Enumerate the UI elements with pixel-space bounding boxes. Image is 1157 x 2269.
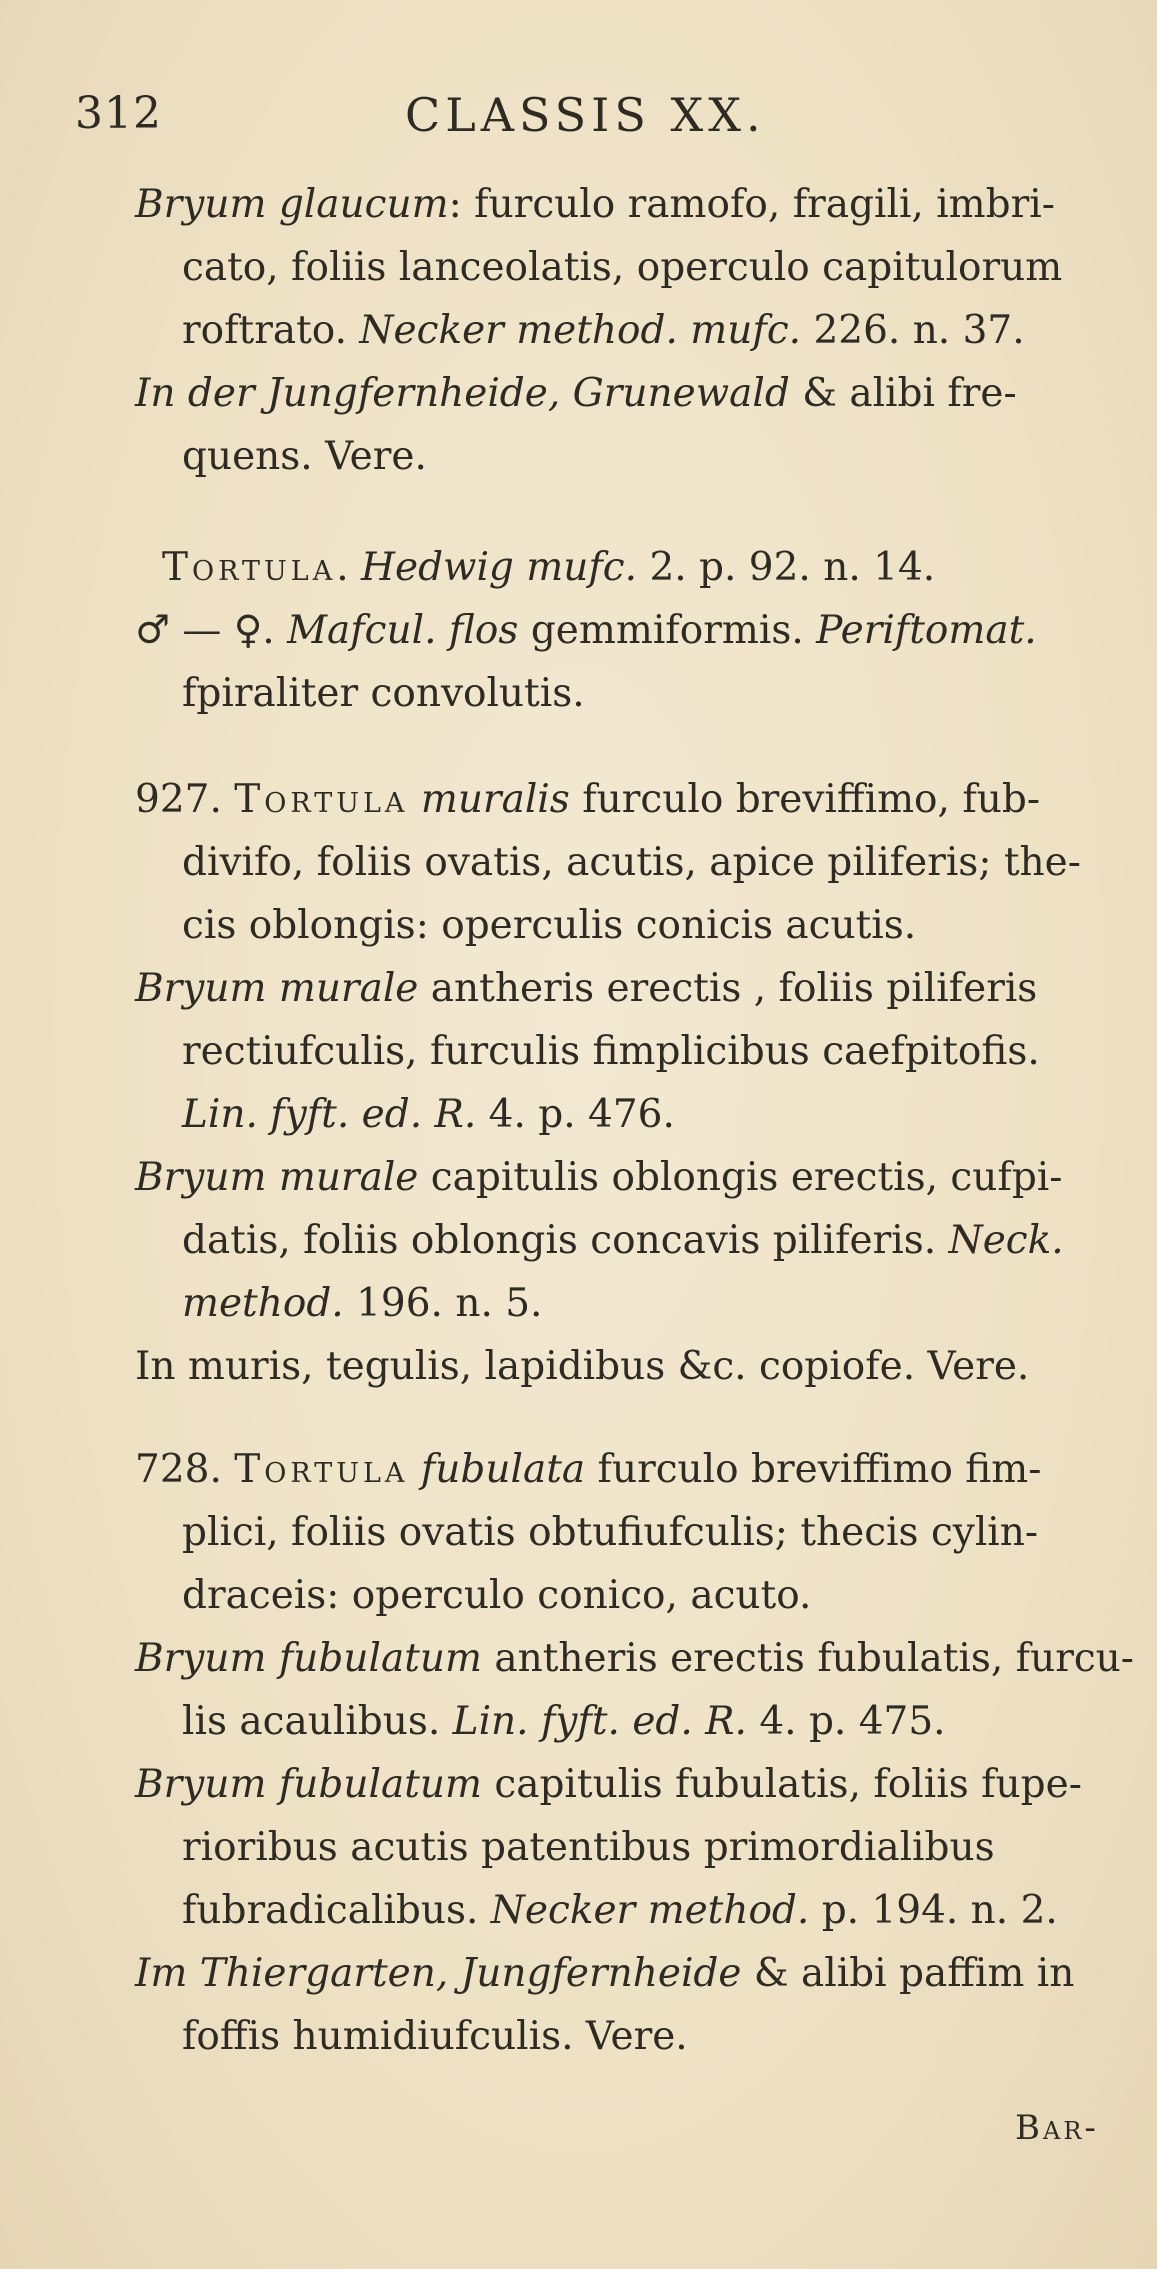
text-line: Im Thiergarten, Jungfernheide & alibi paffim in bbox=[135, 1951, 1075, 1996]
text-line: Bryum fubulatum capitulis fubulatis, foliis fupe- bbox=[135, 1762, 1082, 1807]
reference: Neck. bbox=[948, 1218, 1064, 1263]
reference: Lin. fyft. ed. R. bbox=[452, 1699, 747, 1744]
text-line: rioribus acutis patentibus primordialibus bbox=[182, 1825, 995, 1870]
locality: Im Thiergarten, Jungfernheide bbox=[135, 1951, 742, 1996]
text-line: Bryum fubulatum antheris erectis fubulatis, furcu- bbox=[135, 1636, 1134, 1681]
entry-number: 927. bbox=[135, 777, 235, 822]
text-line: fubradicalibus. Necker method. p. 194. n. 2. bbox=[182, 1888, 1058, 1933]
text-line: lis acaulibus. Lin. fyft. ed. R. 4. p. 475. bbox=[182, 1699, 946, 1744]
running-title: CLASSIS XX. bbox=[405, 88, 766, 142]
text-line: cato, foliis lanceolatis, operculo capitulorum bbox=[182, 245, 1063, 290]
text-line: In der Jungfernheide, Grunewald & alibi fre- bbox=[135, 371, 1017, 416]
entry-number: 728. bbox=[135, 1447, 235, 1492]
page-number: 312 bbox=[75, 88, 162, 139]
text-line: datis, foliis oblongis concavis piliferis. Neck. bbox=[182, 1218, 1064, 1263]
locality: In der Jungfernheide, Grunewald bbox=[135, 371, 790, 416]
synonym: Bryum fubulatum bbox=[135, 1762, 482, 1807]
text-line: Tortula. Hedwig mufc. 2. p. 92. n. 14. bbox=[162, 545, 936, 590]
text-line: Lin. fyft. ed. R. 4. p. 476. bbox=[182, 1092, 675, 1137]
reference: Necker method. mufc. bbox=[359, 308, 802, 353]
text-line: fpiraliter convolutis. bbox=[182, 671, 585, 716]
synonym: Bryum murale bbox=[135, 1155, 419, 1200]
synonym: Bryum murale bbox=[135, 966, 419, 1011]
page-header bbox=[0, 88, 1157, 148]
reference: Hedwig mufc. bbox=[361, 545, 638, 590]
text-line: roftrato. Necker method. mufc. 226. n. 37. bbox=[182, 308, 1025, 353]
text-line: method. 196. n. 5. bbox=[182, 1281, 543, 1326]
text-line: foffis humidiufculis. Vere. bbox=[182, 2014, 688, 2059]
text-line: 728. Tortula fubulata furculo breviffimo fim- bbox=[135, 1447, 1042, 1492]
reference: Lin. fyft. ed. R. bbox=[182, 1092, 477, 1137]
catchword: Bar- bbox=[1015, 2108, 1099, 2148]
text-line: cis oblongis: operculis conicis acutis. bbox=[182, 903, 917, 948]
text-line: quens. Vere. bbox=[182, 434, 427, 479]
text-line: 927. Tortula muralis furculo breviffimo, fub- bbox=[135, 777, 1041, 822]
text-line: rectiufculis, furculis fimplicibus caefpitofis. bbox=[182, 1029, 1040, 1074]
text-line: Bryum murale antheris erectis , foliis piliferis bbox=[135, 966, 1038, 1011]
species-name: muralis bbox=[408, 777, 570, 822]
text-line: plici, foliis ovatis obtufiufculis; thecis cylin- bbox=[182, 1510, 1039, 1555]
text-line: In muris, tegulis, lapidibus &c. copiofe. Vere. bbox=[135, 1344, 1030, 1389]
text-line: Bryum murale capitulis oblongis erectis, cufpi- bbox=[135, 1155, 1063, 1200]
text-line: Bryum glaucum: furculo ramofo, fragili, imbri- bbox=[135, 182, 1055, 227]
genus-name: Tortula bbox=[162, 545, 337, 590]
text-line: ♂ — ♀. Mafcul. flos gemmiformis. Periftomat. bbox=[135, 608, 1037, 653]
text-line: draceis: operculo conico, acuto. bbox=[182, 1573, 812, 1618]
text-line: divifo, foliis ovatis, acutis, apice piliferis; the- bbox=[182, 840, 1081, 885]
species-name: fubulata bbox=[408, 1447, 586, 1492]
synonym: Bryum fubulatum bbox=[135, 1636, 482, 1681]
species-name: Bryum glaucum bbox=[135, 182, 449, 227]
reference: Necker method. bbox=[490, 1888, 810, 1933]
sex-symbols: ♂ — ♀. bbox=[135, 608, 288, 653]
